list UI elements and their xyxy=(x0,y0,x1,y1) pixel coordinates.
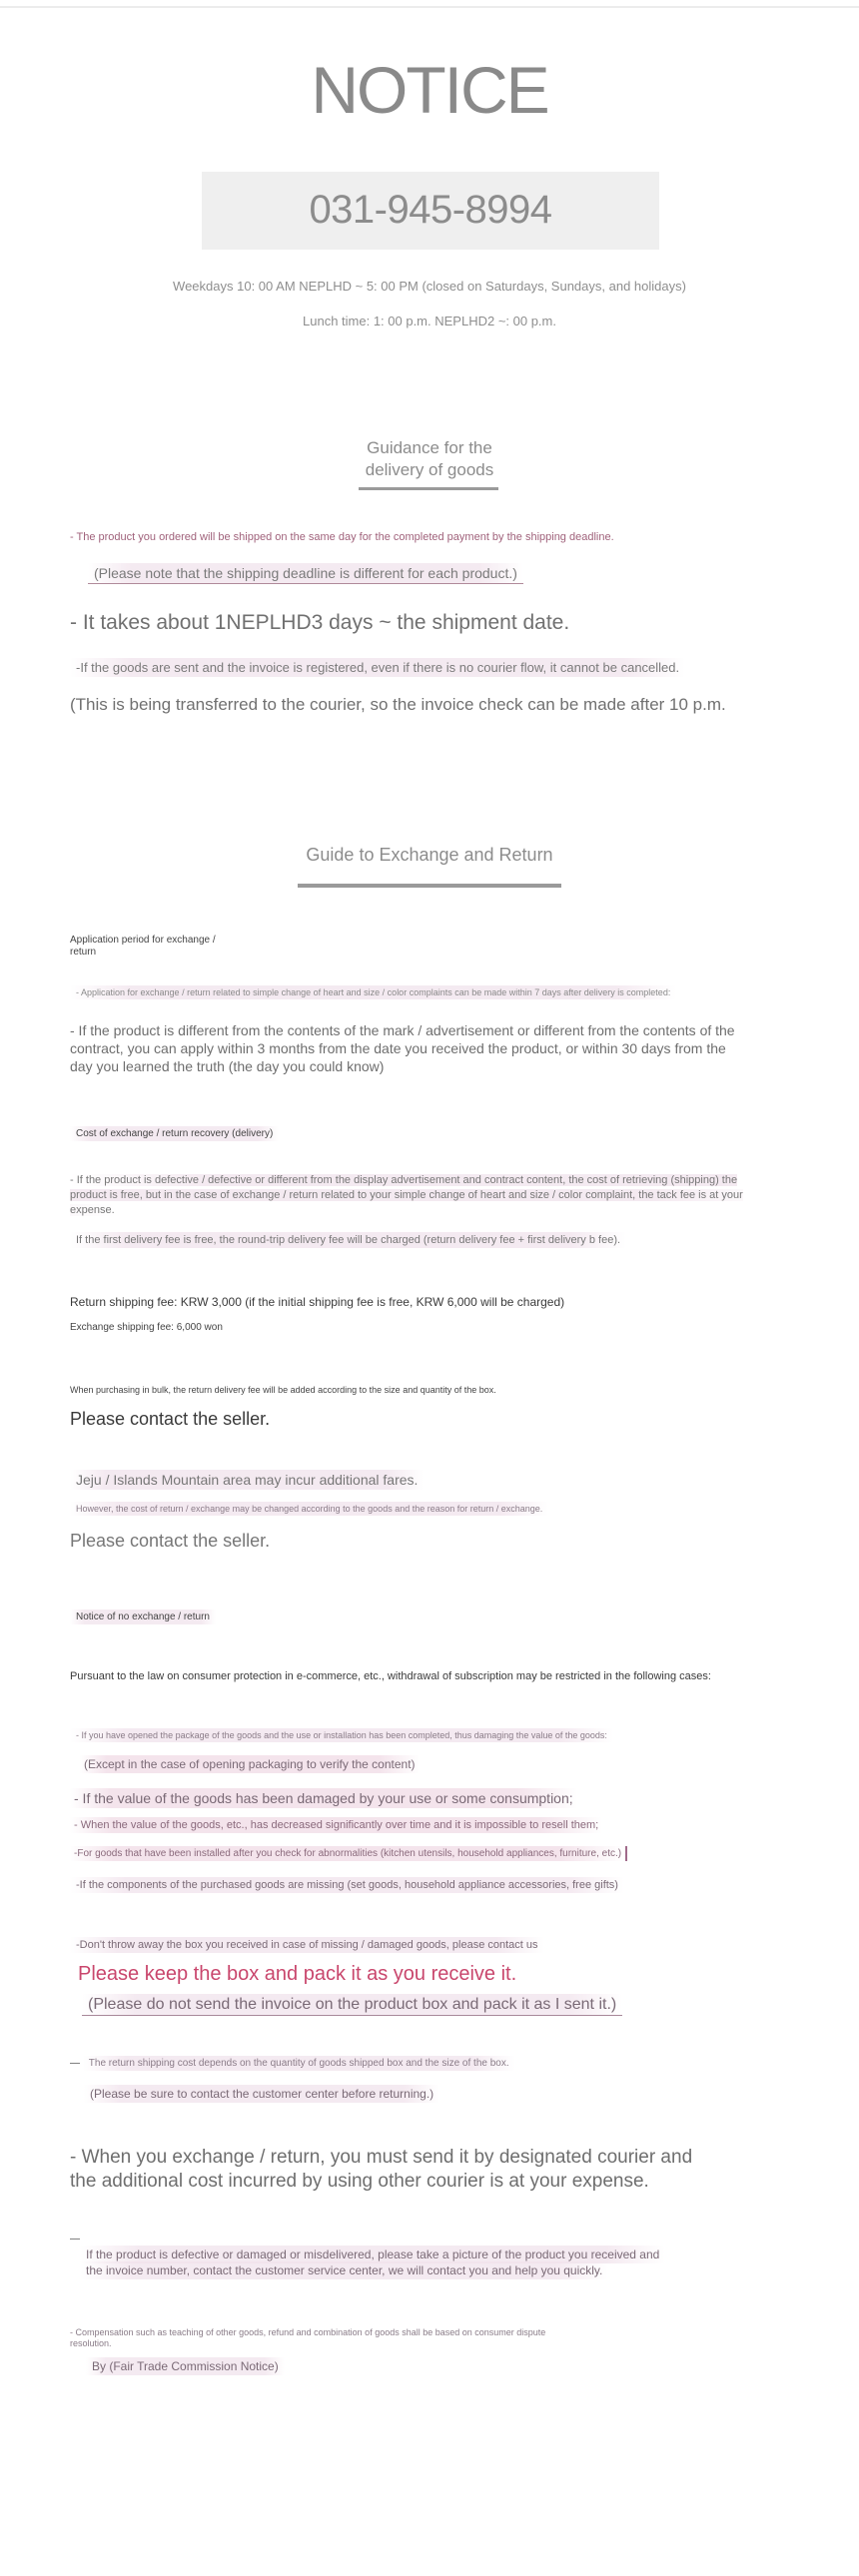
delivery-title-underline xyxy=(359,487,498,490)
exchange-section-title: Guide to Exchange and Return xyxy=(306,845,553,865)
case-opened-except: (Except in the case of opening packaging to verify the content) xyxy=(80,1757,420,1771)
period-heading: Application period for exchange / return xyxy=(70,935,216,958)
exchange-fee: Exchange shipping fee: 6,000 won xyxy=(70,1322,223,1333)
phone-box xyxy=(202,172,659,250)
delivery-line-3: - It takes about 1NEPLHD3 days ~ the shipment date. xyxy=(70,611,570,634)
contact-center: (Please be sure to contact the customer center before returning.) xyxy=(84,2087,439,2101)
delivery-line-5: (This is being transferred to the courier, so the invoice check can be made after 10 p.m. xyxy=(70,695,726,714)
however-note: However, the cost of return / exchange may be changed according to the goods and the reason for return / exchange. xyxy=(70,1504,548,1514)
no-invoice: (Please do not send the invoice on the product box and pack it as I sent it.) xyxy=(82,1996,622,2014)
box-line: -Don't throw away the box you received in case of missing / damaged goods, please contact us xyxy=(70,1939,544,1951)
case-decreased: - When the value of the goods, etc., has decreased significantly over time and it is impossible to resell them; xyxy=(70,1819,602,1831)
defective-note: If the product is defective or damaged or misdelivered, please take a picture of the product you received and the invoice number, contact the customer service center, we will contact you and help you quickly. xyxy=(80,2247,665,2278)
phone-number[interactable]: 031-945-8994 xyxy=(309,188,552,232)
delivery-line-4: -If the goods are sent and the invoice is registered, even if there is no courier flow, it cannot be cancelled. xyxy=(70,660,685,675)
return-cost-line: — The return shipping cost depends on the quantity of goods shipped box and the size of the box. xyxy=(70,2058,515,2069)
defective-dash: — xyxy=(70,2234,80,2245)
case-components: -If the components of the purchased goods are missing (set goods, household appliance accessories, free gifts) xyxy=(70,1879,624,1891)
contact-seller-2: Please contact the seller. xyxy=(70,1531,271,1551)
delivery-line-2: (Please note that the shipping deadline is different for each product.) xyxy=(88,565,523,581)
delivery-section-title xyxy=(0,437,859,481)
cost-first-free: If the first delivery fee is free, the round-trip delivery fee will be charged (return delivery fee + first delivery b fee). xyxy=(70,1234,626,1246)
top-divider xyxy=(0,6,859,8)
compensation-note: - Compensation such as teaching of other goods, refund and combination of goods shall be based on consumer dispute resolution. xyxy=(70,2327,546,2348)
delivery-line-1: - The product you ordered will be shipped on the same day for the completed payment by the shipping deadline. xyxy=(70,531,614,543)
notice-title: NOTICE xyxy=(311,53,548,127)
jeju-note: Jeju / Islands Mountain area may incur additional fares. xyxy=(70,1472,424,1488)
delivery-title-line2: delivery of goods xyxy=(365,460,494,479)
lunch-time: Lunch time: 1: 00 p.m. NEPLHD2 ~: 00 p.m. xyxy=(303,314,556,328)
no-exchange-heading: Notice of no exchange / return xyxy=(70,1611,216,1622)
cost-paragraph: - If the product is defective / defective or different from the display advertisement and contract content, the cost of retrieving (shipping) the product is free, but in the case of exchange / return related to your simple change of heart and size / color complaint, the tack fee is at your expense. xyxy=(70,1174,743,1216)
case-opened: - If you have opened the package of the goods and the use or installation has been completed, thus damaging the value of the goods: xyxy=(70,1730,613,1740)
period-paragraph: - If the product is different from the contents of the mark / advertisement or different from the contents of the contract, you can apply within 3 months from the date you received the product, or within 30 days from the day you learned the truth (the day you could know) xyxy=(70,1022,735,1074)
case-damaged: - If the value of the goods has been damaged by your use or some consumption; xyxy=(70,1790,577,1806)
return-fee: Return shipping fee: KRW 3,000 (if the initial shipping fee is free, KRW 6,000 will be charged) xyxy=(70,1295,565,1309)
period-line: - Application for exchange / return related to simple change of heart and size / color complaints can be made within 7 days after delivery is completed: xyxy=(70,987,676,997)
ftc-note: By (Fair Trade Commission Notice) xyxy=(86,2359,285,2373)
business-hours: Weekdays 10: 00 AM NEPLHD ~ 5: 00 PM (closed on Saturdays, Sundays, and holidays) xyxy=(173,279,686,294)
keep-box: Please keep the box and pack it as you receive it. xyxy=(78,1963,517,1985)
bulk-note: When purchasing in bulk, the return delivery fee will be added according to the size and quantity of the box. xyxy=(70,1385,496,1395)
exchange-title-underline xyxy=(298,884,561,888)
contact-seller-1: Please contact the seller. xyxy=(70,1409,271,1429)
law-line: Pursuant to the law on consumer protection in e-commerce, etc., withdrawal of subscription may be restricted in the following cases: xyxy=(70,1670,711,1682)
case-installed: -For goods that have been installed after you check for abnormalities (kitchen utensils, household appliances, furniture, etc.) xyxy=(70,1848,627,1859)
courier-note: - When you exchange / return, you must send it by designated courier and the additional cost incurred by using other courier is at your expense. xyxy=(70,2147,693,2192)
delivery-title-line1: Guidance for the xyxy=(367,438,492,457)
cost-heading: Cost of exchange / return recovery (delivery) xyxy=(70,1128,279,1139)
